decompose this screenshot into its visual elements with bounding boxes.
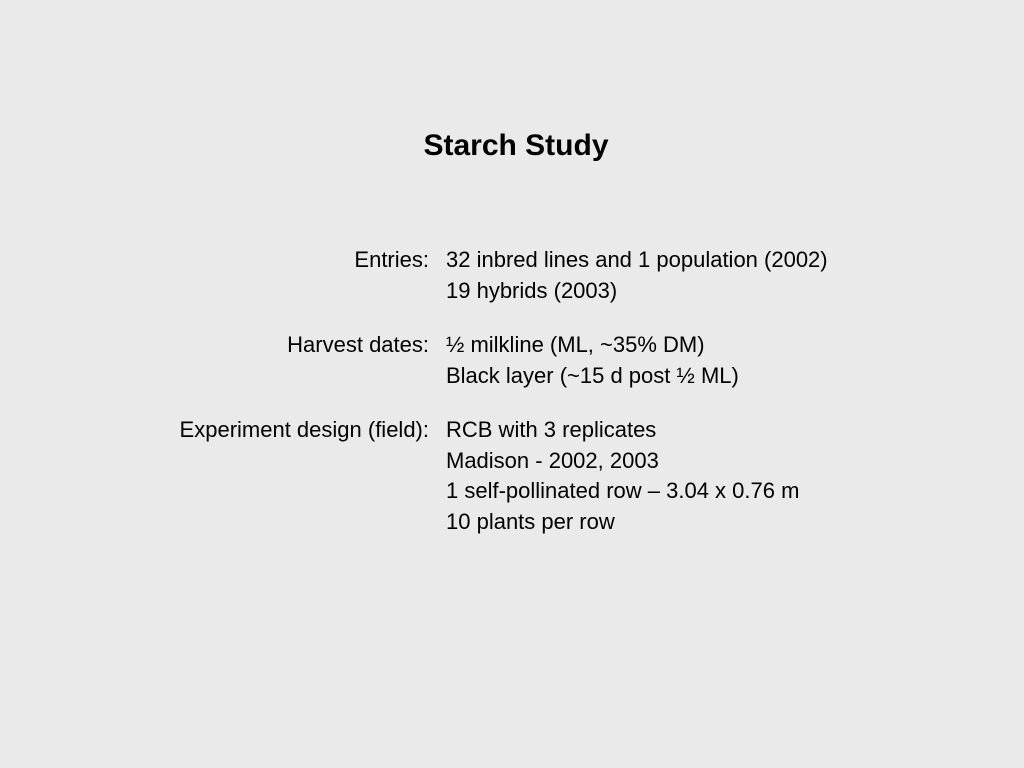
entries-label: Entries: (354, 247, 429, 272)
harvest-dates-values (446, 330, 739, 391)
experiment-design-line-3: 1 self-pollinated row – 3.04 x 0.76 m (446, 478, 800, 503)
entries-line-1: 32 inbred lines and 1 population (2002) (446, 247, 828, 272)
experiment-design-row (0, 415, 1024, 537)
harvest-dates-line-1: ½ milkline (ML, ~35% DM) (446, 332, 705, 357)
details-list (0, 245, 1024, 561)
slide-title: Starch Study (423, 129, 609, 162)
experiment-design-label: Experiment design (field): (179, 417, 429, 442)
experiment-design-line-4: 10 plants per row (446, 508, 615, 534)
entries-row (0, 245, 1024, 306)
harvest-dates-row (0, 330, 1024, 391)
entries-line-2: 19 hybrids (2003) (446, 277, 618, 303)
harvest-dates-line-2: Black layer (~15 d post ½ ML) (446, 362, 739, 388)
experiment-design-line-1: RCB with 3 replicates (446, 417, 657, 442)
experiment-design-line-2: Madison - 2002, 2003 (446, 447, 659, 473)
experiment-design-values (446, 415, 799, 537)
entries-values (446, 245, 828, 306)
harvest-dates-label: Harvest dates: (287, 332, 429, 357)
